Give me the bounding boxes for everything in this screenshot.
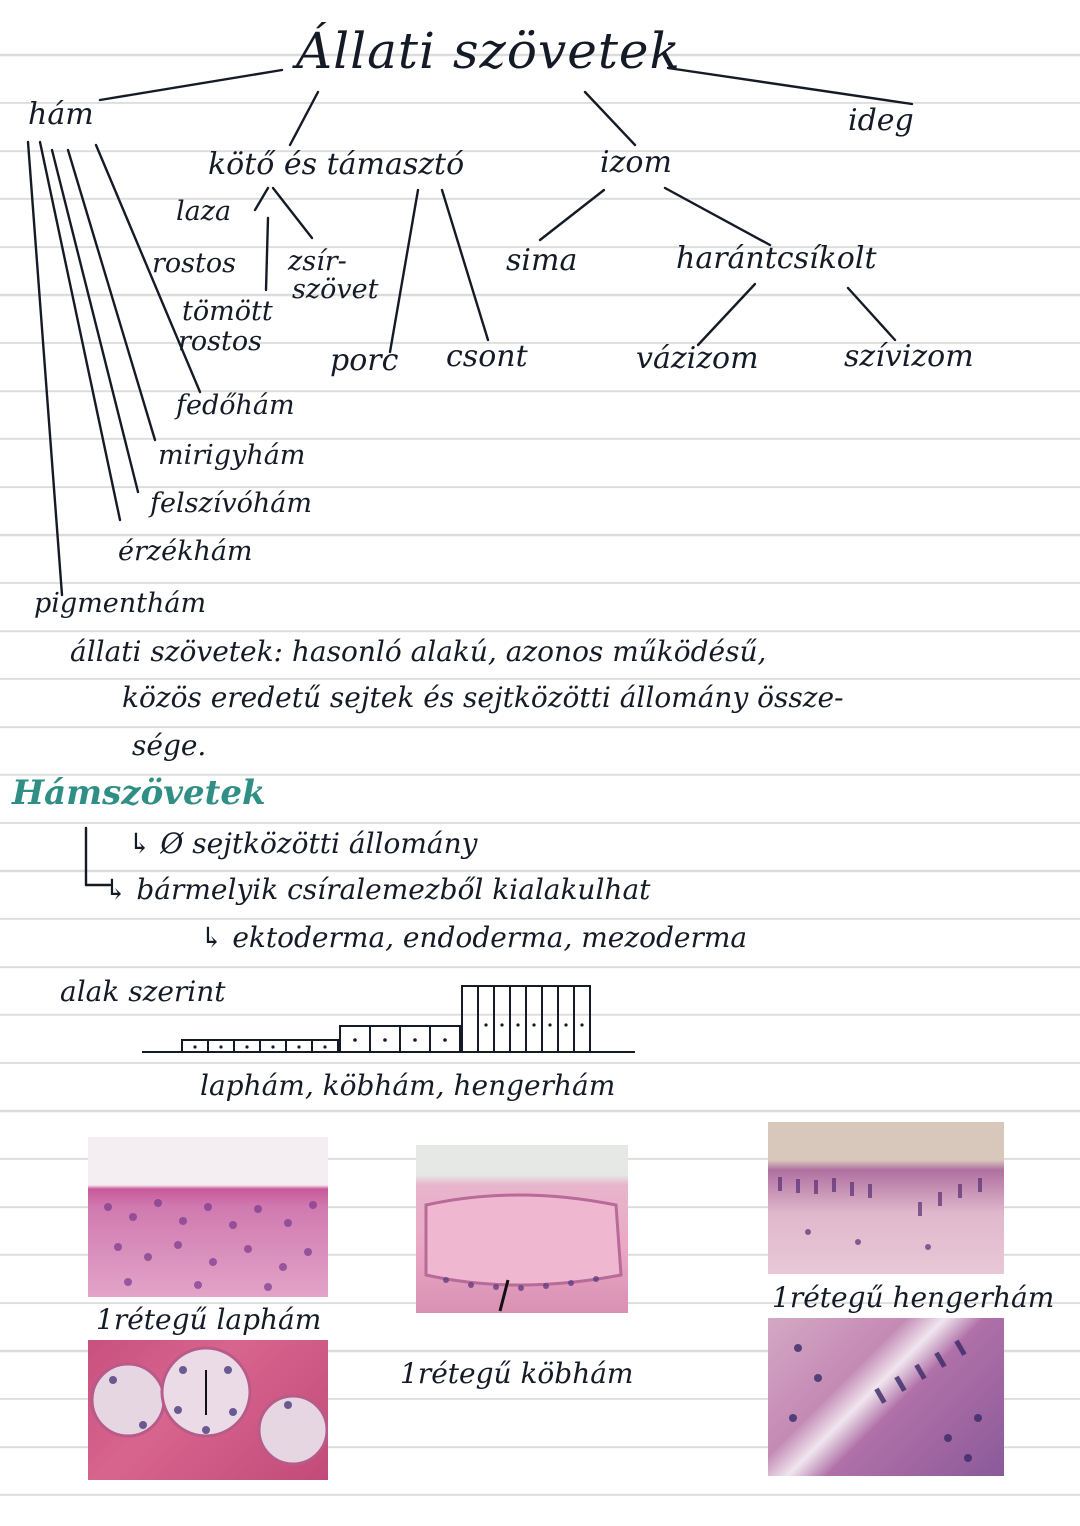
leaf-felszivoham: felszívóhám bbox=[150, 488, 312, 519]
branch-ideg: ideg bbox=[848, 103, 914, 138]
shape-caption: laphám, köbhám, hengerhám bbox=[200, 1069, 616, 1102]
leaf-vazizom: vázizom bbox=[636, 341, 759, 376]
leaf-zsir: zsír- bbox=[288, 246, 347, 277]
caption-köbhám: 1rétegű köbhám bbox=[400, 1357, 634, 1390]
bullet-2: ↳ bármelyik csíralemezből kialakulhat bbox=[104, 873, 651, 906]
caption-hengerhám: 1rétegű hengerhám bbox=[772, 1281, 1055, 1314]
shape-label: alak szerint bbox=[60, 975, 226, 1008]
bullet-3: ↳ ektoderma, endoderma, mezoderma bbox=[200, 921, 748, 954]
bullet-1: ↳ Ø sejtközötti állomány bbox=[128, 827, 478, 860]
definition-line-2: közös eredetű sejtek és sejtközötti állomány össze- bbox=[122, 681, 844, 714]
leaf-fedoham: fedőhám bbox=[176, 390, 295, 421]
leaf-csont: csont bbox=[446, 339, 528, 374]
leaf-szovet: szövet bbox=[292, 274, 379, 305]
photo-simple-columnar-2 bbox=[768, 1318, 1004, 1476]
leaf-szivizom: szívizom bbox=[844, 339, 974, 374]
definition-line-3: sége. bbox=[132, 729, 207, 762]
leaf-laza: laza bbox=[176, 196, 232, 227]
leaf-rostos: rostos bbox=[152, 248, 236, 279]
definition-line-1: állati szövetek: hasonló alakú, azonos működésű, bbox=[70, 635, 767, 668]
leaf-tomott: tömött bbox=[182, 296, 273, 327]
branch-izom: izom bbox=[600, 145, 672, 180]
branch-ham: hám bbox=[28, 97, 94, 132]
leaf-tomott-rostos: rostos bbox=[178, 326, 262, 357]
caption-laphám: 1rétegű laphám bbox=[96, 1303, 322, 1336]
branch-koto-tamaszto: kötő és támasztó bbox=[208, 147, 465, 182]
leaf-porc: porc bbox=[330, 343, 399, 378]
photo-simple-cuboidal bbox=[416, 1145, 628, 1313]
photo-simple-columnar-1 bbox=[768, 1122, 1004, 1274]
section-heading: Hámszövetek bbox=[12, 773, 266, 813]
leaf-pigmentham: pigmenthám bbox=[34, 588, 207, 619]
page-title: Állati szövetek bbox=[296, 22, 681, 80]
leaf-erzekham: érzékhám bbox=[118, 536, 253, 567]
photo-gland-cuboidal bbox=[88, 1340, 328, 1480]
leaf-harantcsikolt: harántcsíkolt bbox=[676, 241, 877, 276]
photo-stratified-squamous bbox=[88, 1137, 328, 1297]
leaf-mirigyham: mirigyhám bbox=[158, 440, 306, 471]
leaf-sima: sima bbox=[506, 243, 578, 278]
